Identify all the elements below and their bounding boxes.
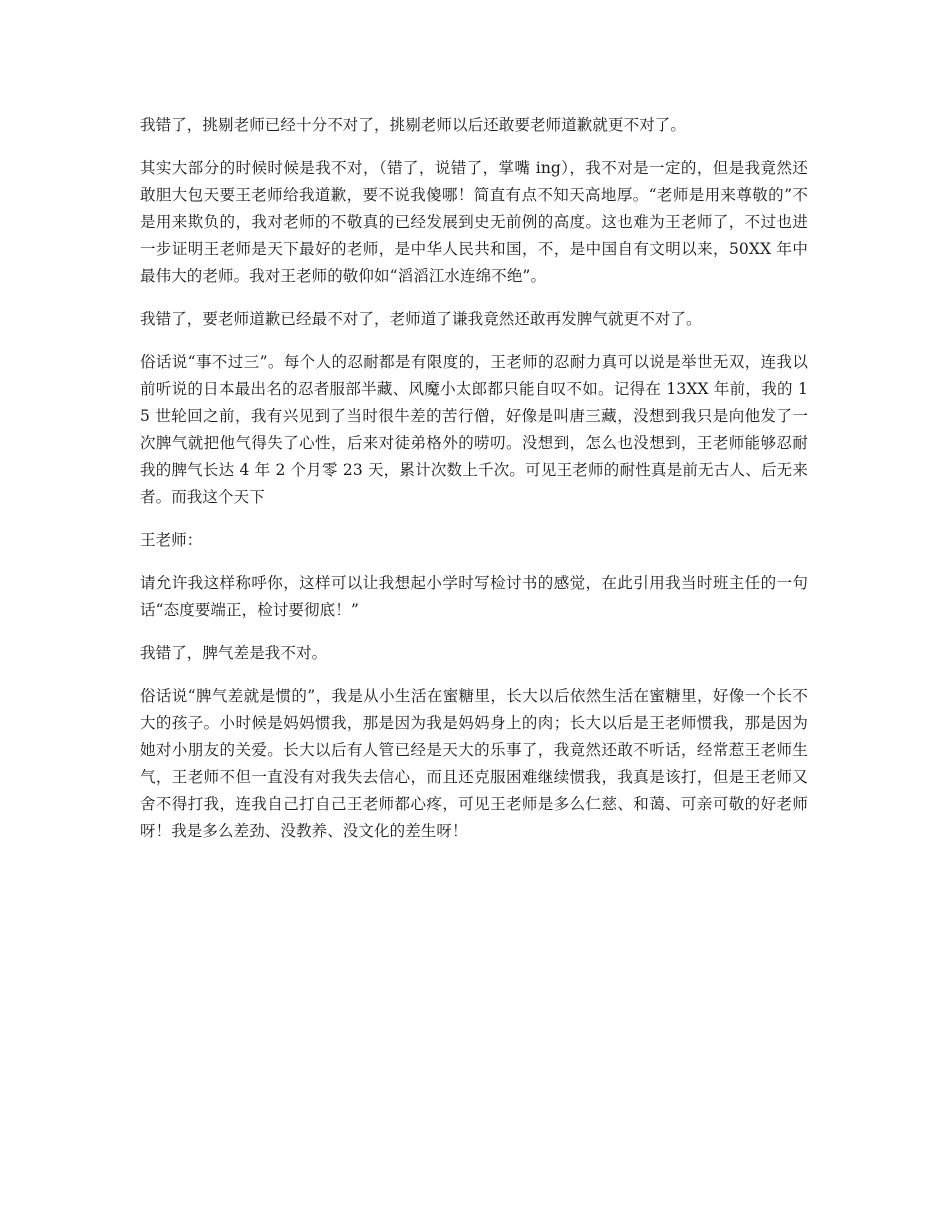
salutation: 王老师：: [140, 531, 203, 549]
paragraph-7: 我错了，脾气差是我不对。: [140, 644, 328, 662]
document-page: [140, 112, 808, 861]
paragraph-3: 我错了，要老师道歉已经最不对了，老师道了谦我竟然还敢再发脾气就更不对了。: [140, 310, 702, 328]
paragraph-8: 俗话说“脾气差就是惯的”，我是从小生活在蜜糖里，长大以后依然生活在蜜糖里，好像一个长不大的孩子。小时候是妈妈惯我，那是因为我是妈妈身上的肉；长大以后是王老师惯我，那是因为她对小朋友的关爱。长大以后有人管已经是天大的乐事了，我竟然还敢不听话，经常惹王老师生气，王老师不但一直没有对我失去信心，而且还克服困难继续惯我，我真是该打，但是王老师又舍不得打我，连我自己打自己王老师都心疼，可见王老师是多么仁慈、和蔼、可亲可敬的好老师呀！我是多么差劲、没教养、没文化的差生呀！: [140, 687, 808, 840]
paragraph-2: 其实大部分的时候时候是我不对，（错了，说错了，掌嘴 ing），我不对是一定的，但是我竟然还敢胆大包天要王老师给我道歉，要不说我傻哪！简直有点不知天高地厚。“老师是用来尊敬的”不是用来欺负的，我对老师的不敬真的已经发展到史无前例的高度。这也难为王老师了，不过也进一步证明王老师是天下最好的老师，是中华人民共和国，不，是中国自有文明以来，50XX 年中最伟大的老师。我对王老师的敬仰如“滔滔江水连绵不绝”。: [140, 159, 808, 285]
paragraph-1: 我错了，挑剔老师已经十分不对了，挑剔老师以后还敢要老师道歉就更不对了。: [140, 116, 687, 134]
paragraph-4: 俗话说“事不过三”。每个人的忍耐都是有限度的，王老师的忍耐力真可以说是举世无双，连我以前听说的日本最出名的忍者服部半藏、风魔小太郎都只能自叹不如。记得在 13XX 年前，我的 15 世轮回之前，我有兴见到了当时很牛差的苦行僧，好像是叫唐三藏，没想到我只是向他发了一次脾气就把他气得失了心性，后来对徒弟格外的唠叨。没想到，怎么也没想到，王老师能够忍耐我的脾气长达 4 年 2 个月零 23 天，累计次数上千次。可见王老师的耐性真是前无古人、后无来者。而我这个天下: [140, 353, 808, 506]
paragraph-6: 请允许我这样称呼你，这样可以让我想起小学时写检讨书的感觉，在此引用我当时班主任的一句话“态度要端正，检讨要彻底！”: [140, 574, 808, 619]
